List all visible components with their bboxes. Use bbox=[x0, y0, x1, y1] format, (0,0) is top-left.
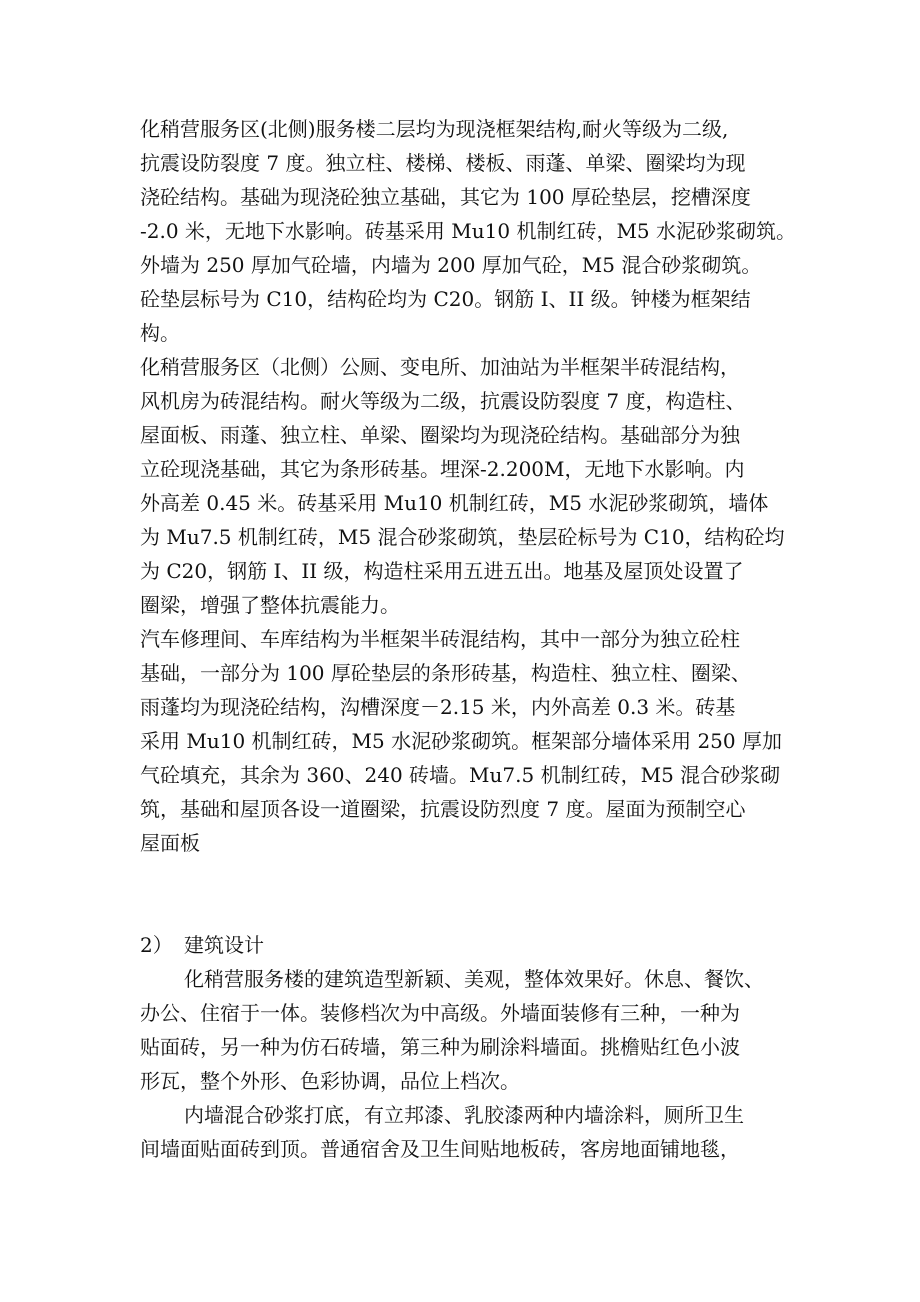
text-line: 间墙面贴面砖到顶。普通宿舍及卫生间贴地板砖，客房地面铺地毯， bbox=[140, 1137, 740, 1161]
text-line: 化稍营服务区(北侧)服务楼二层均为现浇框架结构,耐火等级为二级, bbox=[140, 117, 729, 141]
text-line: 风机房为砖混结构。耐火等级为二级，抗震设防裂度 7 度，构造柱、 bbox=[140, 389, 746, 413]
text-line: 化稍营服务楼的建筑造型新颖、美观，整体效果好。休息、餐饮、 bbox=[184, 967, 764, 991]
structure-section bbox=[140, 112, 800, 860]
text-line: 抗震设防裂度 7 度。独立柱、楼梯、楼板、雨蓬、单梁、圈梁均为现 bbox=[140, 151, 746, 175]
text-line: 化稍营服务区（北侧）公厕、变电所、加油站为半框架半砖混结构， bbox=[140, 355, 740, 379]
text-line: 砼垫层标号为 C10，结构砼均为 C20。钢筋 I、II 级。钟楼为框架结 bbox=[140, 287, 751, 311]
architecture-section bbox=[140, 962, 800, 1166]
paragraph-interior-finish bbox=[140, 1098, 800, 1166]
text-line: 外墙为 250 厚加气砼墙，内墙为 200 厚加气砼，M5 混合砂浆砌筑。 bbox=[140, 253, 762, 277]
text-line: 雨蓬均为现浇砼结构，沟槽深度－2.15 米，内外高差 0.3 米。砖基 bbox=[140, 695, 736, 719]
text-line: 形瓦，整个外形、色彩协调，品位上档次。 bbox=[140, 1069, 520, 1093]
text-line: 办公、住宿于一体。装修档次为中高级。外墙面装修有三种，一种为 bbox=[140, 1001, 740, 1025]
text-line: 采用 Mu10 机制红砖，M5 水泥砂浆砌筑。框架部分墙体采用 250 厚加 bbox=[140, 729, 782, 753]
text-line: 屋面板 bbox=[140, 831, 200, 855]
text-line: 立砼现浇基础，其它为条形砖基。埋深-2.200M，无地下水影响。内 bbox=[140, 457, 745, 481]
section-number: 2） bbox=[140, 933, 173, 957]
text-line: 为 Mu7.5 机制红砖，M5 混合砂浆砌筑，垫层砼标号为 C10，结构砼均 bbox=[140, 525, 785, 549]
paragraph-garage-structure bbox=[140, 622, 800, 860]
section-heading-architecture bbox=[140, 928, 264, 962]
text-line: 内墙混合砂浆打底，有立邦漆、乳胶漆两种内墙涂料，厕所卫生 bbox=[184, 1103, 744, 1127]
text-line: 筑，基础和屋顶各设一道圈梁，抗震设防烈度 7 度。屋面为预制空心 bbox=[140, 797, 746, 821]
text-line: -2.0 米，无地下水影响。砖基采用 Mu10 机制红砖，M5 水泥砂浆砌筑。 bbox=[140, 219, 797, 243]
text-line: 圈梁，增强了整体抗震能力。 bbox=[140, 593, 400, 617]
text-line: 屋面板、雨蓬、独立柱、单梁、圈梁均为现浇砼结构。基础部分为独 bbox=[140, 423, 740, 447]
text-line: 贴面砖，另一种为仿石砖墙，第三种为刷涂料墙面。挑檐贴红色小波 bbox=[140, 1035, 740, 1059]
text-line: 基础，一部分为 100 厚砼垫层的条形砖基，构造柱、独立柱、圈梁、 bbox=[140, 661, 751, 685]
text-line: 构。 bbox=[140, 321, 180, 345]
text-line: 浇砼结构。基础为现浇砼独立基础，其它为 100 厚砼垫层，挖槽深度 bbox=[140, 185, 751, 209]
paragraph-toilet-substation-structure bbox=[140, 350, 800, 622]
text-line: 汽车修理间、车库结构为半框架半砖混结构，其中一部分为独立砼柱 bbox=[140, 627, 740, 651]
section-title: 建筑设计 bbox=[184, 933, 264, 957]
paragraph-service-building-structure bbox=[140, 112, 800, 350]
text-line: 气砼填充，其余为 360、240 砖墙。Mu7.5 机制红砖，M5 混合砂浆砌 bbox=[140, 763, 781, 787]
text-line: 外高差 0.45 米。砖基采用 Mu10 机制红砖，M5 水泥砂浆砌筑，墙体 bbox=[140, 491, 769, 515]
paragraph-building-appearance bbox=[140, 962, 800, 1098]
text-line: 为 C20，钢筋 I、II 级，构造柱采用五进五出。地基及屋顶处设置了 bbox=[140, 559, 744, 583]
